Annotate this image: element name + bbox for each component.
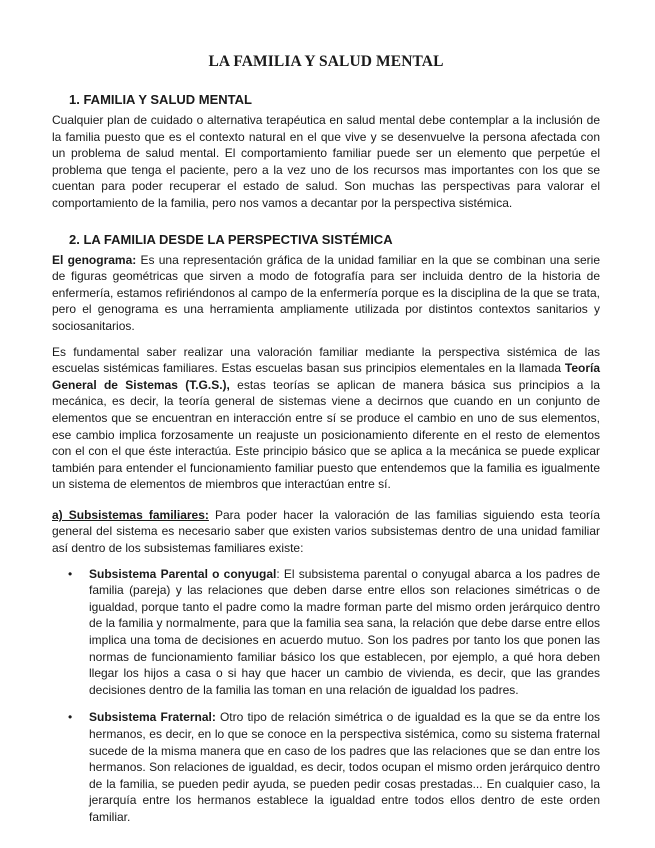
tgs-term: Teoría General de Sistemas (T.G.S.), (52, 361, 600, 392)
subsistema-parental-text: : El subsistema parental o conyugal abarca a los padres de familia (pareja) y las relaciones que deben darse entre ellos son relaciones simétricas o de igualdad, porque tanto el padre como la madre forman parte del mismo orden jerárquico dentro de la familia y normalmente, para que la familia sea sana, la relación que debe darse entre ellos implica una toma de decisiones en acuerdo mutuo. Son los padres por tanto los que ponen las normas de funcionamiento familiar básico los que establecen, por ejemplo, a qué hora deben llegar los hijos a casa o si hay que hacer un cambio de vivienda, es decir, que las grandes decisiones dentro de la familia las toman en una relación de igualdad los padres. (89, 566, 600, 697)
bullet-icon: • (68, 566, 73, 581)
subsistemas-list (52, 566, 600, 826)
paragraph-familia-salud-mental: Cualquier plan de cuidado o alternativa terapéutica en salud mental debe contemplar a la inclusión de la familia puesto que es el contexto natural en el que vive y se desenvuelve la persona afectada con un problema de salud mental. El comportamiento familiar puede ser un elemento que perpetúe el problema que tenga el paciente, pero a la vez uno de los recursos mas importantes con los que se cuentan para poder recuperar el estado de salud. Son muchas las perspectivas para valorar el comportamiento de la familia, pero nos vamos a decantar por la perspectiva sistémica. (52, 113, 600, 210)
subsistemas-term-underline: a) Subsistemas familiares: (52, 507, 209, 522)
tgs-text-after: estas teorías se aplican de manera básica sus principios a la mecánica, es decir, la teoría general de sistemas viene a decirnos que cuando en un conjunto de elementos que se encuentran en interacción entre sí se produce el cambio en uno de sus elementos, ese cambio implica forzosamente un reajuste un posicionamiento diferente en el resto de elementos con el con el que éste interactúa. Este principio básico que se aplica a la mecánica se puede explicar también para entender el funcionamiento familiar puesto que entendemos que la familia es igualmente un sistema de elementos de miembros que interactúan entre sí. (52, 377, 601, 492)
section-heading-familia-salud-mental: 1. FAMILIA Y SALUD MENTAL (69, 92, 252, 107)
list-item-subsistema-fraternal (52, 709, 600, 825)
genograma-text: Es una representación gráfica de la unidad familiar en la que se combinan una serie de figuras geométricas que sirven a modo de fotografía para ser incluida dentro de la historia de enfermería, estamos refiriéndonos al campo de la enfermería porque es la disciplina de la que se trata, pero el genograma es una herramienta ampliamente utilizada por distintos contextos sanitarios y sociosanitarios. (52, 252, 600, 333)
subsistema-fraternal-text: Otro tipo de relación simétrica o de igualdad es la que se da entre los hermanos, es decir, en lo que se conoce en la perspectiva sistémica, como su sistema fraternal sucede de la misma manera que en caso de los padres que las relaciones que se dan entre los hermanos. Son relaciones de igualdad, es decir, todos ocupan el mismo orden jerárquico dentro de la familia, se pueden pedir ayuda, se pueden pedir cosas prestadas... En cualquier caso, la jerarquía entre los hermanos establece la igualdad entre todos ellos dentro de este orden familiar. (89, 710, 600, 824)
paragraph-genograma (52, 252, 600, 335)
document-title: LA FAMILIA Y SALUD MENTAL (208, 53, 444, 70)
subsistemas-text: Para poder hacer la valoración de las familias siguiendo esta teoría general del sistema es necesario saber que existen varios subsistemas dentro de una unidad familiar así dentro de los subsistemas familiares existe: (52, 507, 601, 556)
bullet-icon: • (68, 710, 73, 725)
paragraph-teoria-general-sistemas (52, 344, 600, 493)
tgs-text-before: Es fundamental saber realizar una valoración familiar mediante la perspectiva sistémica de las escuelas sistémicas familiares. Estas escuelas basan sus principios elementales en la llamada (52, 344, 600, 376)
genograma-term: El genograma: (52, 252, 137, 267)
paragraph-subsistemas-familiares (52, 507, 600, 557)
list-item-subsistema-parental (52, 566, 600, 699)
subsistema-fraternal-term: Subsistema Fraternal: (89, 710, 216, 725)
document-page (52, 0, 600, 826)
subsistema-parental-term: Subsistema Parental o conyugal (89, 566, 277, 581)
section-heading-perspectiva-sistemica: 2. LA FAMILIA DESDE LA PERSPECTIVA SISTÉMICA (69, 231, 393, 247)
subsistemas-term (52, 508, 209, 522)
